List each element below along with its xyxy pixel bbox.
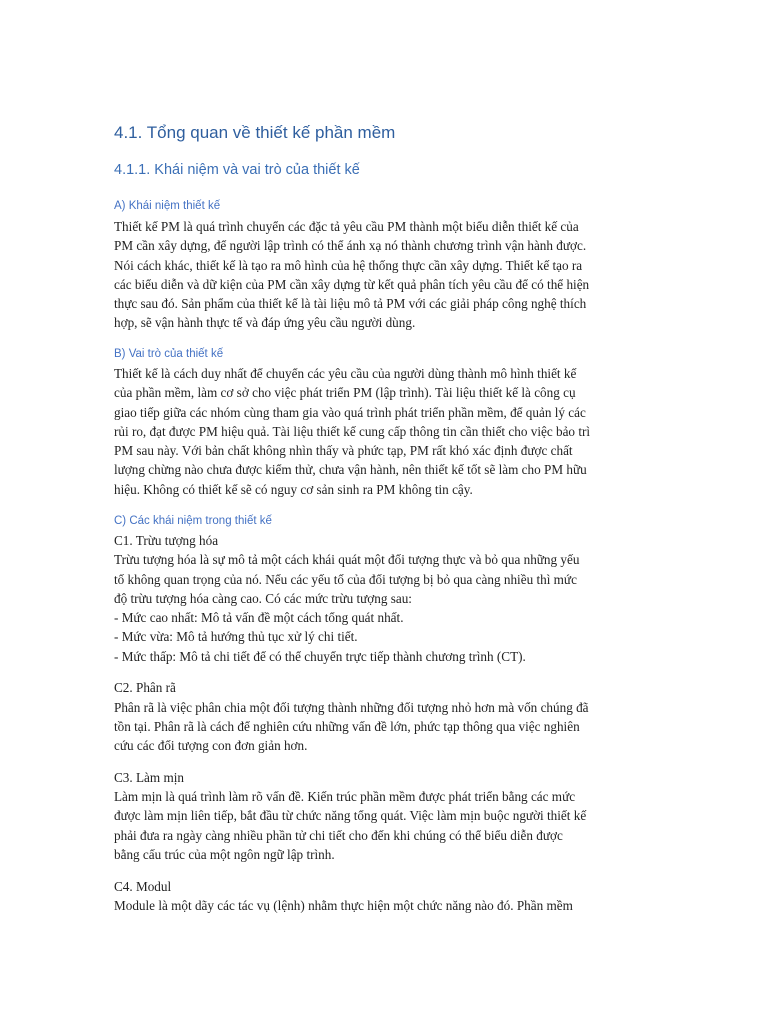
paragraph-line: hiệu. Không có thiết kế sẽ có nguy cơ sản sinh ra PM không tin cậy. (114, 482, 473, 497)
paragraph-line: rủi ro, đạt được PM hiệu quả. Tài liệu thiết kế cung cấp thông tin cần thiết cho việc bảo trì (114, 424, 591, 439)
paragraph-line: Trừu tượng hóa là sự mô tả một cách khái quát một đối tượng thực và bỏ qua những yếu (114, 552, 580, 567)
list-item: - Mức cao nhất: Mô tả vấn đề một cách tổng quát nhất. (114, 610, 404, 625)
paragraph-line: Nói cách khác, thiết kế là tạo ra mô hình của hệ thống thực cần xây dựng. Thiết kế tạo ra (114, 258, 583, 273)
paragraph-line: phải đưa ra ngày càng nhiều phần tử chi tiết cho đến khi chúng có thể biểu diễn được (114, 828, 563, 843)
paragraph-line: của phần mềm, làm cơ sở cho việc phát triển PM (lập trình). Tài liệu thiết kế là công cụ (114, 385, 576, 400)
section-a-title: A) Khái niệm thiết kế (114, 200, 221, 212)
subsection-c2-title: C2. Phân rã (114, 680, 176, 695)
heading-1: 4.1. Tổng quan về thiết kế phần mềm (114, 123, 396, 142)
paragraph-line: PM cần xây dựng, để người lập trình có thể ánh xạ nó thành chương trình vận hành được. (114, 238, 587, 253)
list-item: - Mức thấp: Mô tả chi tiết để có thể chuyển trực tiếp thành chương trình (CT). (114, 649, 526, 664)
paragraph-line: PM sau này. Với bản chất không nhìn thấy và phức tạp, PM rất khó xác định được chất (114, 443, 573, 458)
subsection-c4-title: C4. Modul (114, 879, 172, 894)
section-b-title: B) Vai trò của thiết kế (114, 348, 224, 360)
paragraph-line: tồn tại. Phân rã là cách để nghiên cứu những vấn đề lớn, phức tạp thông qua việc nghiên (114, 719, 580, 734)
paragraph-line: lượng chừng nào chưa được kiểm thử, chưa vận hành, nên thiết kế tốt sẽ làm cho PM hữu (114, 462, 587, 477)
paragraph-line: bằng cấu trúc của một ngôn ngữ lập trình. (114, 847, 335, 862)
section-c-title: C) Các khái niệm trong thiết kế (114, 515, 272, 527)
paragraph-line: Module là một dãy các tác vụ (lệnh) nhằm thực hiện một chức năng nào đó. Phần mềm (114, 898, 573, 913)
paragraph-line: giao tiếp giữa các nhóm cùng tham gia vào quá trình phát triển phần mềm, để quản lý các (114, 405, 586, 420)
heading-2: 4.1.1. Khái niệm và vai trò của thiết kế (114, 162, 360, 178)
paragraph-line: cứu các đối tượng con đơn giản hơn. (114, 738, 308, 753)
paragraph-line: Thiết kế PM là quá trình chuyển các đặc tả yêu cầu PM thành một biểu diễn thiết kế của (114, 219, 579, 234)
subsection-c1-title: C1. Trừu tượng hóa (114, 533, 219, 548)
subsection-c3-title: C3. Làm mịn (114, 770, 184, 785)
paragraph-line: các biểu diễn và dữ kiện của PM cần xây dựng từ kết quả phân tích yêu cầu để có thể hiện (114, 277, 590, 292)
list-item: - Mức vừa: Mô tả hướng thủ tục xử lý chi tiết. (114, 629, 358, 644)
paragraph-line: Phân rã là việc phân chia một đối tượng thành những đối tượng nhỏ hơn mà vốn chúng đã (114, 700, 589, 715)
paragraph-line: hợp, sẽ vận hành thực tế và đáp ứng yêu cầu người dùng. (114, 315, 416, 330)
paragraph-line: Làm mịn là quá trình làm rõ vấn đề. Kiến trúc phần mềm được phát triển bằng các mức (114, 789, 576, 804)
paragraph-line: độ trừu tượng hóa càng cao. Có các mức trừu tượng sau: (114, 591, 412, 606)
paragraph-line: được làm mịn liên tiếp, bắt đầu từ chức năng tổng quát. Việc làm mịn buộc người thiết kế (114, 808, 587, 823)
paragraph-line: Thiết kế là cách duy nhất để chuyển các yêu cầu của người dùng thành mô hình thiết kế (114, 366, 577, 381)
paragraph-line: tố không quan trọng của nó. Nếu các yếu tố của đối tượng bị bỏ qua càng nhiều thì mức (114, 572, 577, 587)
paragraph-line: thực sau đó. Sản phẩm của thiết kế là tài liệu mô tả PM với các giải pháp công nghệ thích (114, 296, 587, 311)
